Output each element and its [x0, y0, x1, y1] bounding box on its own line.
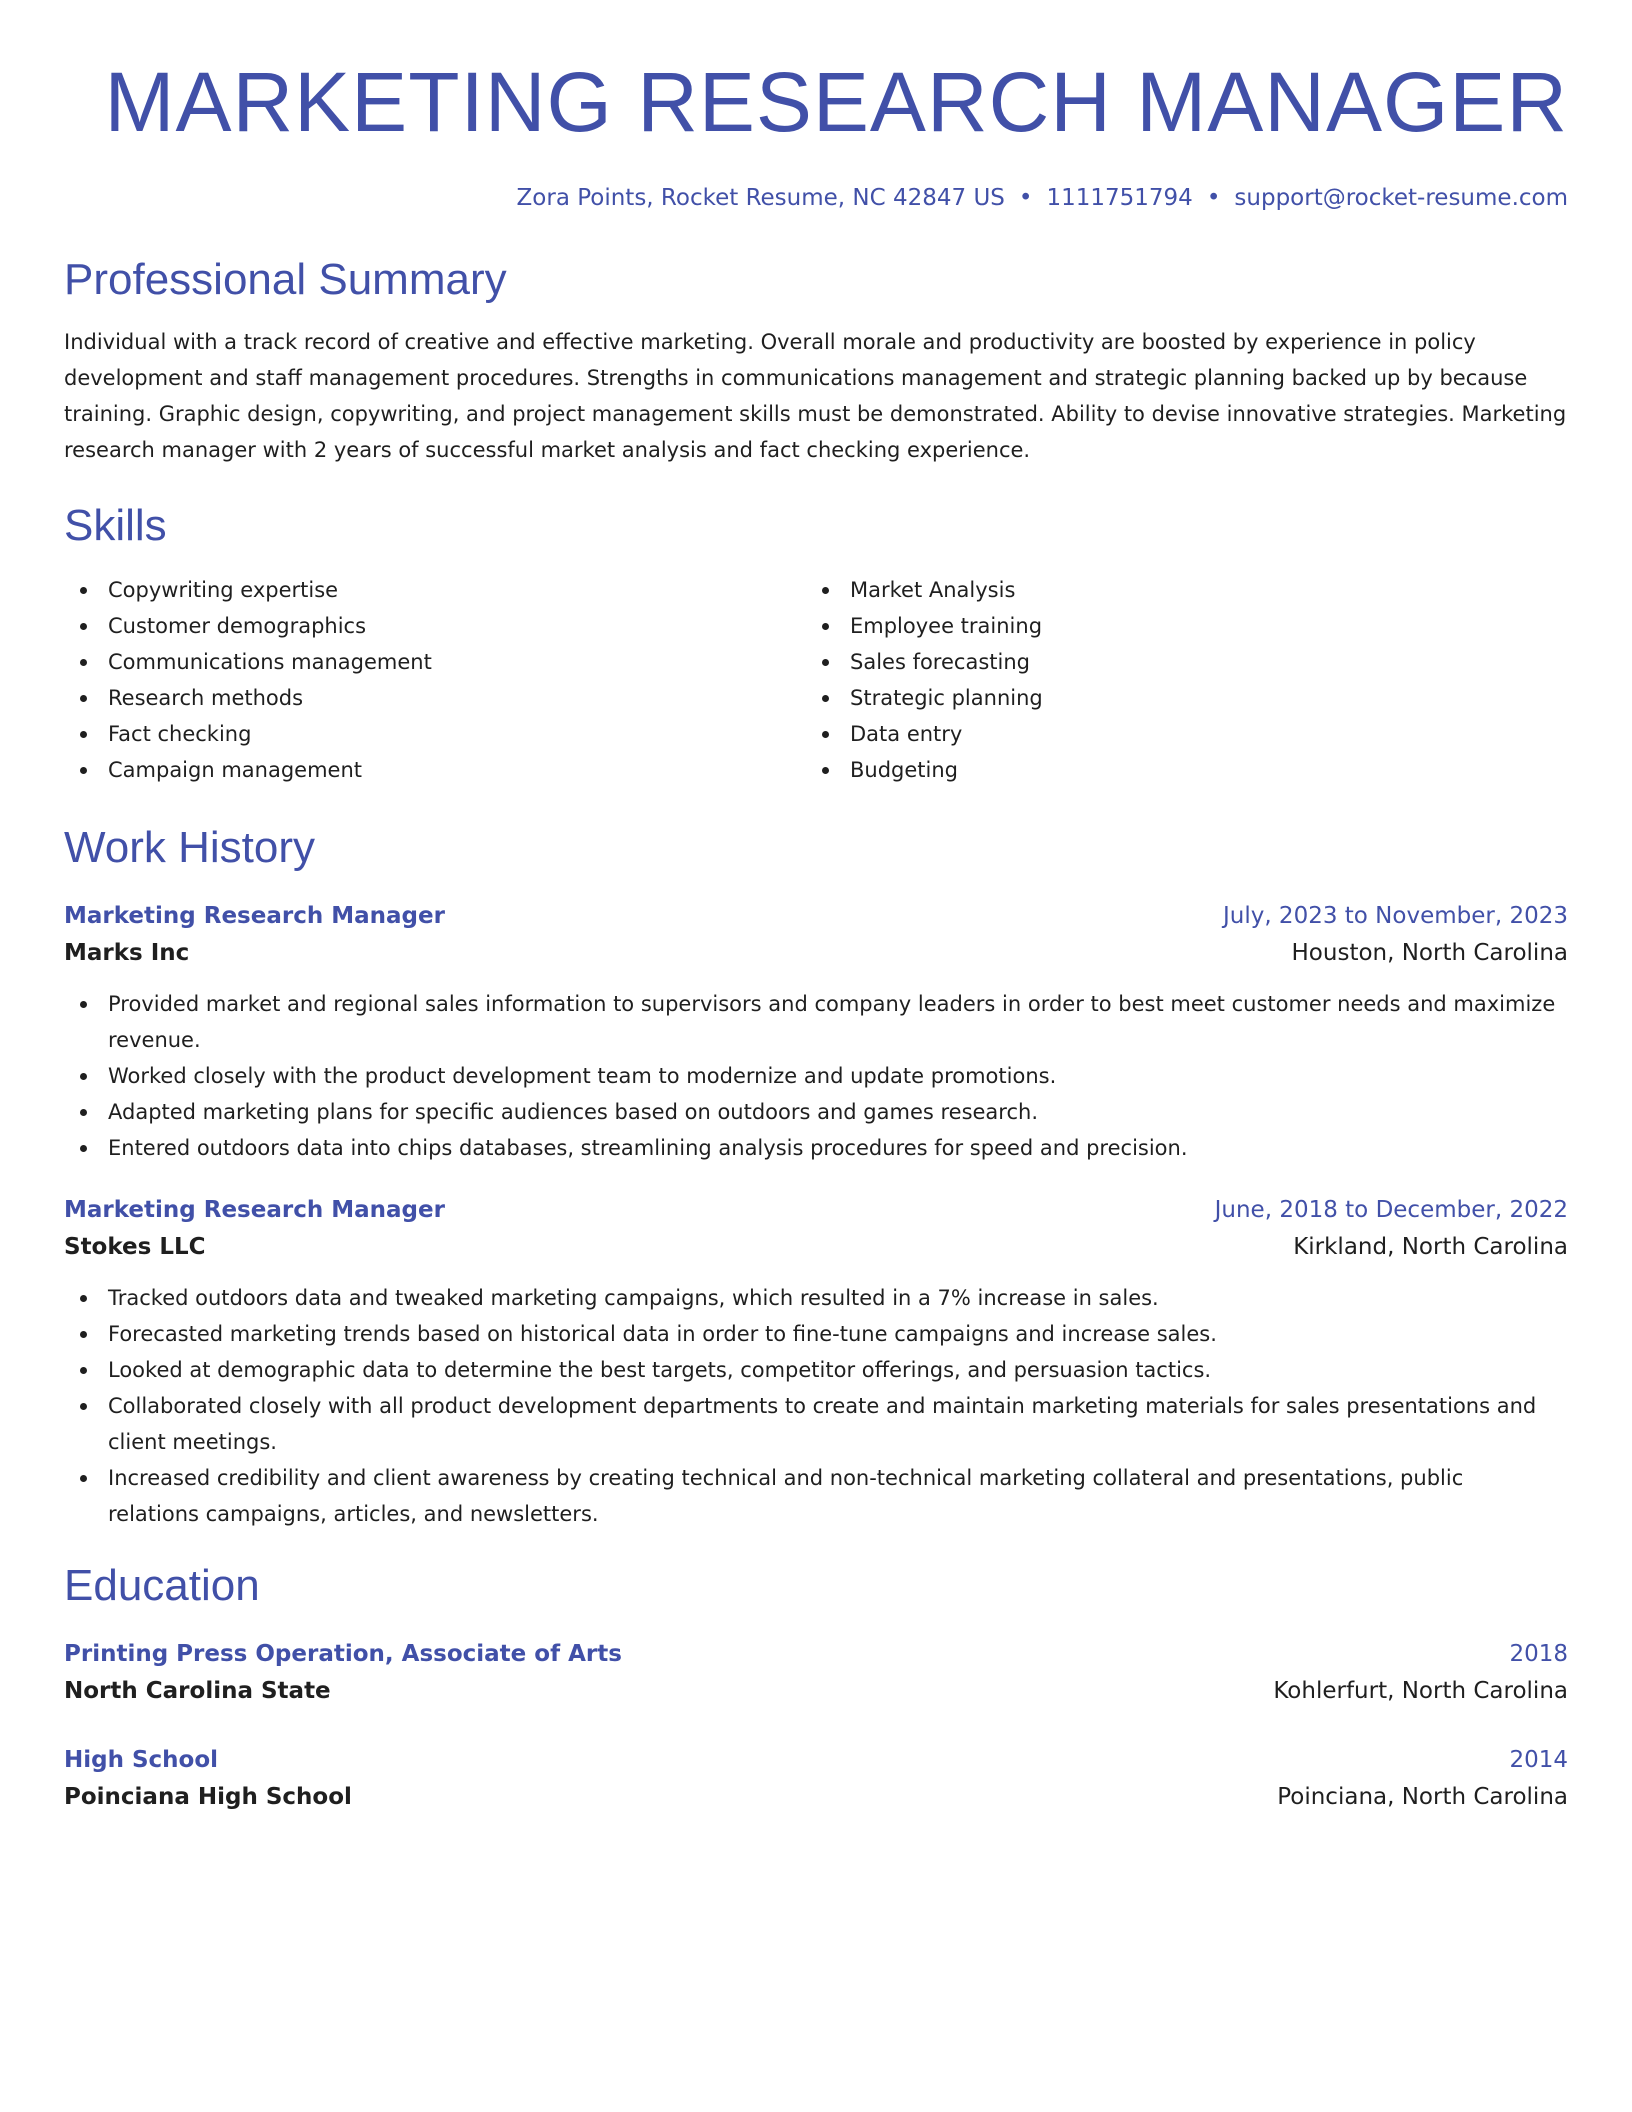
contact-phone: 1111751794 — [1046, 185, 1193, 211]
education-school: North Carolina State — [64, 1678, 331, 1704]
education-entry — [64, 1636, 1568, 1710]
skill-item: Budgeting — [806, 752, 1548, 788]
job-location: Houston, North Carolina — [1291, 940, 1568, 966]
job-title-row — [64, 898, 1568, 934]
resume-title: MARKETING RESEARCH MANAGER — [104, 55, 1568, 149]
job-bullets — [64, 986, 1568, 1166]
skill-item: Campaign management — [64, 752, 806, 788]
job-bullet: Worked closely with the product development team to modernize and update promotions. — [64, 1058, 1568, 1094]
job-bullet: Adapted marketing plans for specific audiences based on outdoors and games research. — [64, 1094, 1568, 1130]
skills-column-left — [64, 572, 806, 788]
job-entry — [64, 1192, 1568, 1532]
education-heading: Education — [64, 1561, 260, 1610]
contact-separator: • — [1206, 185, 1221, 211]
contact-address: Zora Points, Rocket Resume, NC 42847 US — [516, 185, 1005, 211]
skill-item: Customer demographics — [64, 608, 806, 644]
resume-header — [64, 0, 1568, 214]
skills-heading: Skills — [64, 501, 167, 550]
skill-item: Data entry — [806, 716, 1548, 752]
education-entry — [64, 1742, 1568, 1816]
job-title: Marketing Research Manager — [64, 1197, 445, 1223]
contact-separator: • — [1018, 185, 1033, 211]
education-school-row — [64, 1778, 1568, 1816]
job-company-row — [64, 1228, 1568, 1266]
education-school: Poinciana High School — [64, 1784, 352, 1810]
contact-line — [64, 182, 1568, 214]
summary-text: Individual with a track record of creative and effective marketing. Overall morale and productivity are boosted by experience in policy development and staff management procedures. Strengths in communications management and strategic planning backed up by because training. Graphic design, copywriting, and project management skills must be demonstrated. Ability to devise innovative strategies. Marketing research manager with 2 years of successful market analysis and fact checking experience. — [64, 330, 1567, 462]
job-entry — [64, 898, 1568, 1166]
job-company: Marks Inc — [64, 940, 190, 966]
job-dates: July, 2023 to November, 2023 — [1222, 903, 1568, 929]
skill-item: Copywriting expertise — [64, 572, 806, 608]
job-dates: June, 2018 to December, 2022 — [1214, 1197, 1568, 1223]
education-location: Poinciana, North Carolina — [1277, 1784, 1568, 1810]
summary-heading: Professional Summary — [64, 255, 507, 304]
job-bullet: Increased credibility and client awareness by creating technical and non-technical marketing collateral and presentations, public relations campaigns, articles, and newsletters. — [64, 1460, 1568, 1532]
job-bullets — [64, 1280, 1568, 1532]
job-bullet: Looked at demographic data to determine the best targets, competitor offerings, and persuasion tactics. — [64, 1352, 1568, 1388]
skill-item: Market Analysis — [806, 572, 1548, 608]
work-history-heading: Work History — [64, 823, 315, 872]
contact-email[interactable]: support@rocket-resume.com — [1234, 185, 1568, 211]
skill-item: Communications management — [64, 644, 806, 680]
skill-item: Research methods — [64, 680, 806, 716]
skill-item: Fact checking — [64, 716, 806, 752]
skill-item: Sales forecasting — [806, 644, 1548, 680]
job-bullet: Provided market and regional sales information to supervisors and company leaders in order to best meet customer needs and maximize revenue. — [64, 986, 1568, 1058]
job-title-row — [64, 1192, 1568, 1228]
job-company: Stokes LLC — [64, 1234, 206, 1260]
education-school-row — [64, 1672, 1568, 1710]
education-location: Kohlerfurt, North Carolina — [1273, 1678, 1568, 1704]
job-bullet: Entered outdoors data into chips databases, streamlining analysis procedures for speed and precision. — [64, 1130, 1568, 1166]
job-location: Kirkland, North Carolina — [1293, 1234, 1568, 1260]
skills-list — [64, 572, 1568, 788]
job-bullet: Forecasted marketing trends based on historical data in order to fine-tune campaigns and increase sales. — [64, 1316, 1568, 1352]
education-year: 2014 — [1509, 1747, 1568, 1773]
skills-column-right — [806, 572, 1548, 788]
education-degree-row — [64, 1636, 1568, 1672]
education-year: 2018 — [1509, 1641, 1568, 1667]
job-title: Marketing Research Manager — [64, 903, 445, 929]
skill-item: Employee training — [806, 608, 1548, 644]
skill-item: Strategic planning — [806, 680, 1548, 716]
education-degree: High School — [64, 1747, 219, 1773]
education-degree-row — [64, 1742, 1568, 1778]
education-degree: Printing Press Operation, Associate of Arts — [64, 1641, 622, 1667]
job-bullet: Tracked outdoors data and tweaked marketing campaigns, which resulted in a 7% increase in sales. — [64, 1280, 1568, 1316]
job-company-row — [64, 934, 1568, 972]
job-bullet: Collaborated closely with all product development departments to create and maintain marketing materials for sales presentations and client meetings. — [64, 1388, 1568, 1460]
